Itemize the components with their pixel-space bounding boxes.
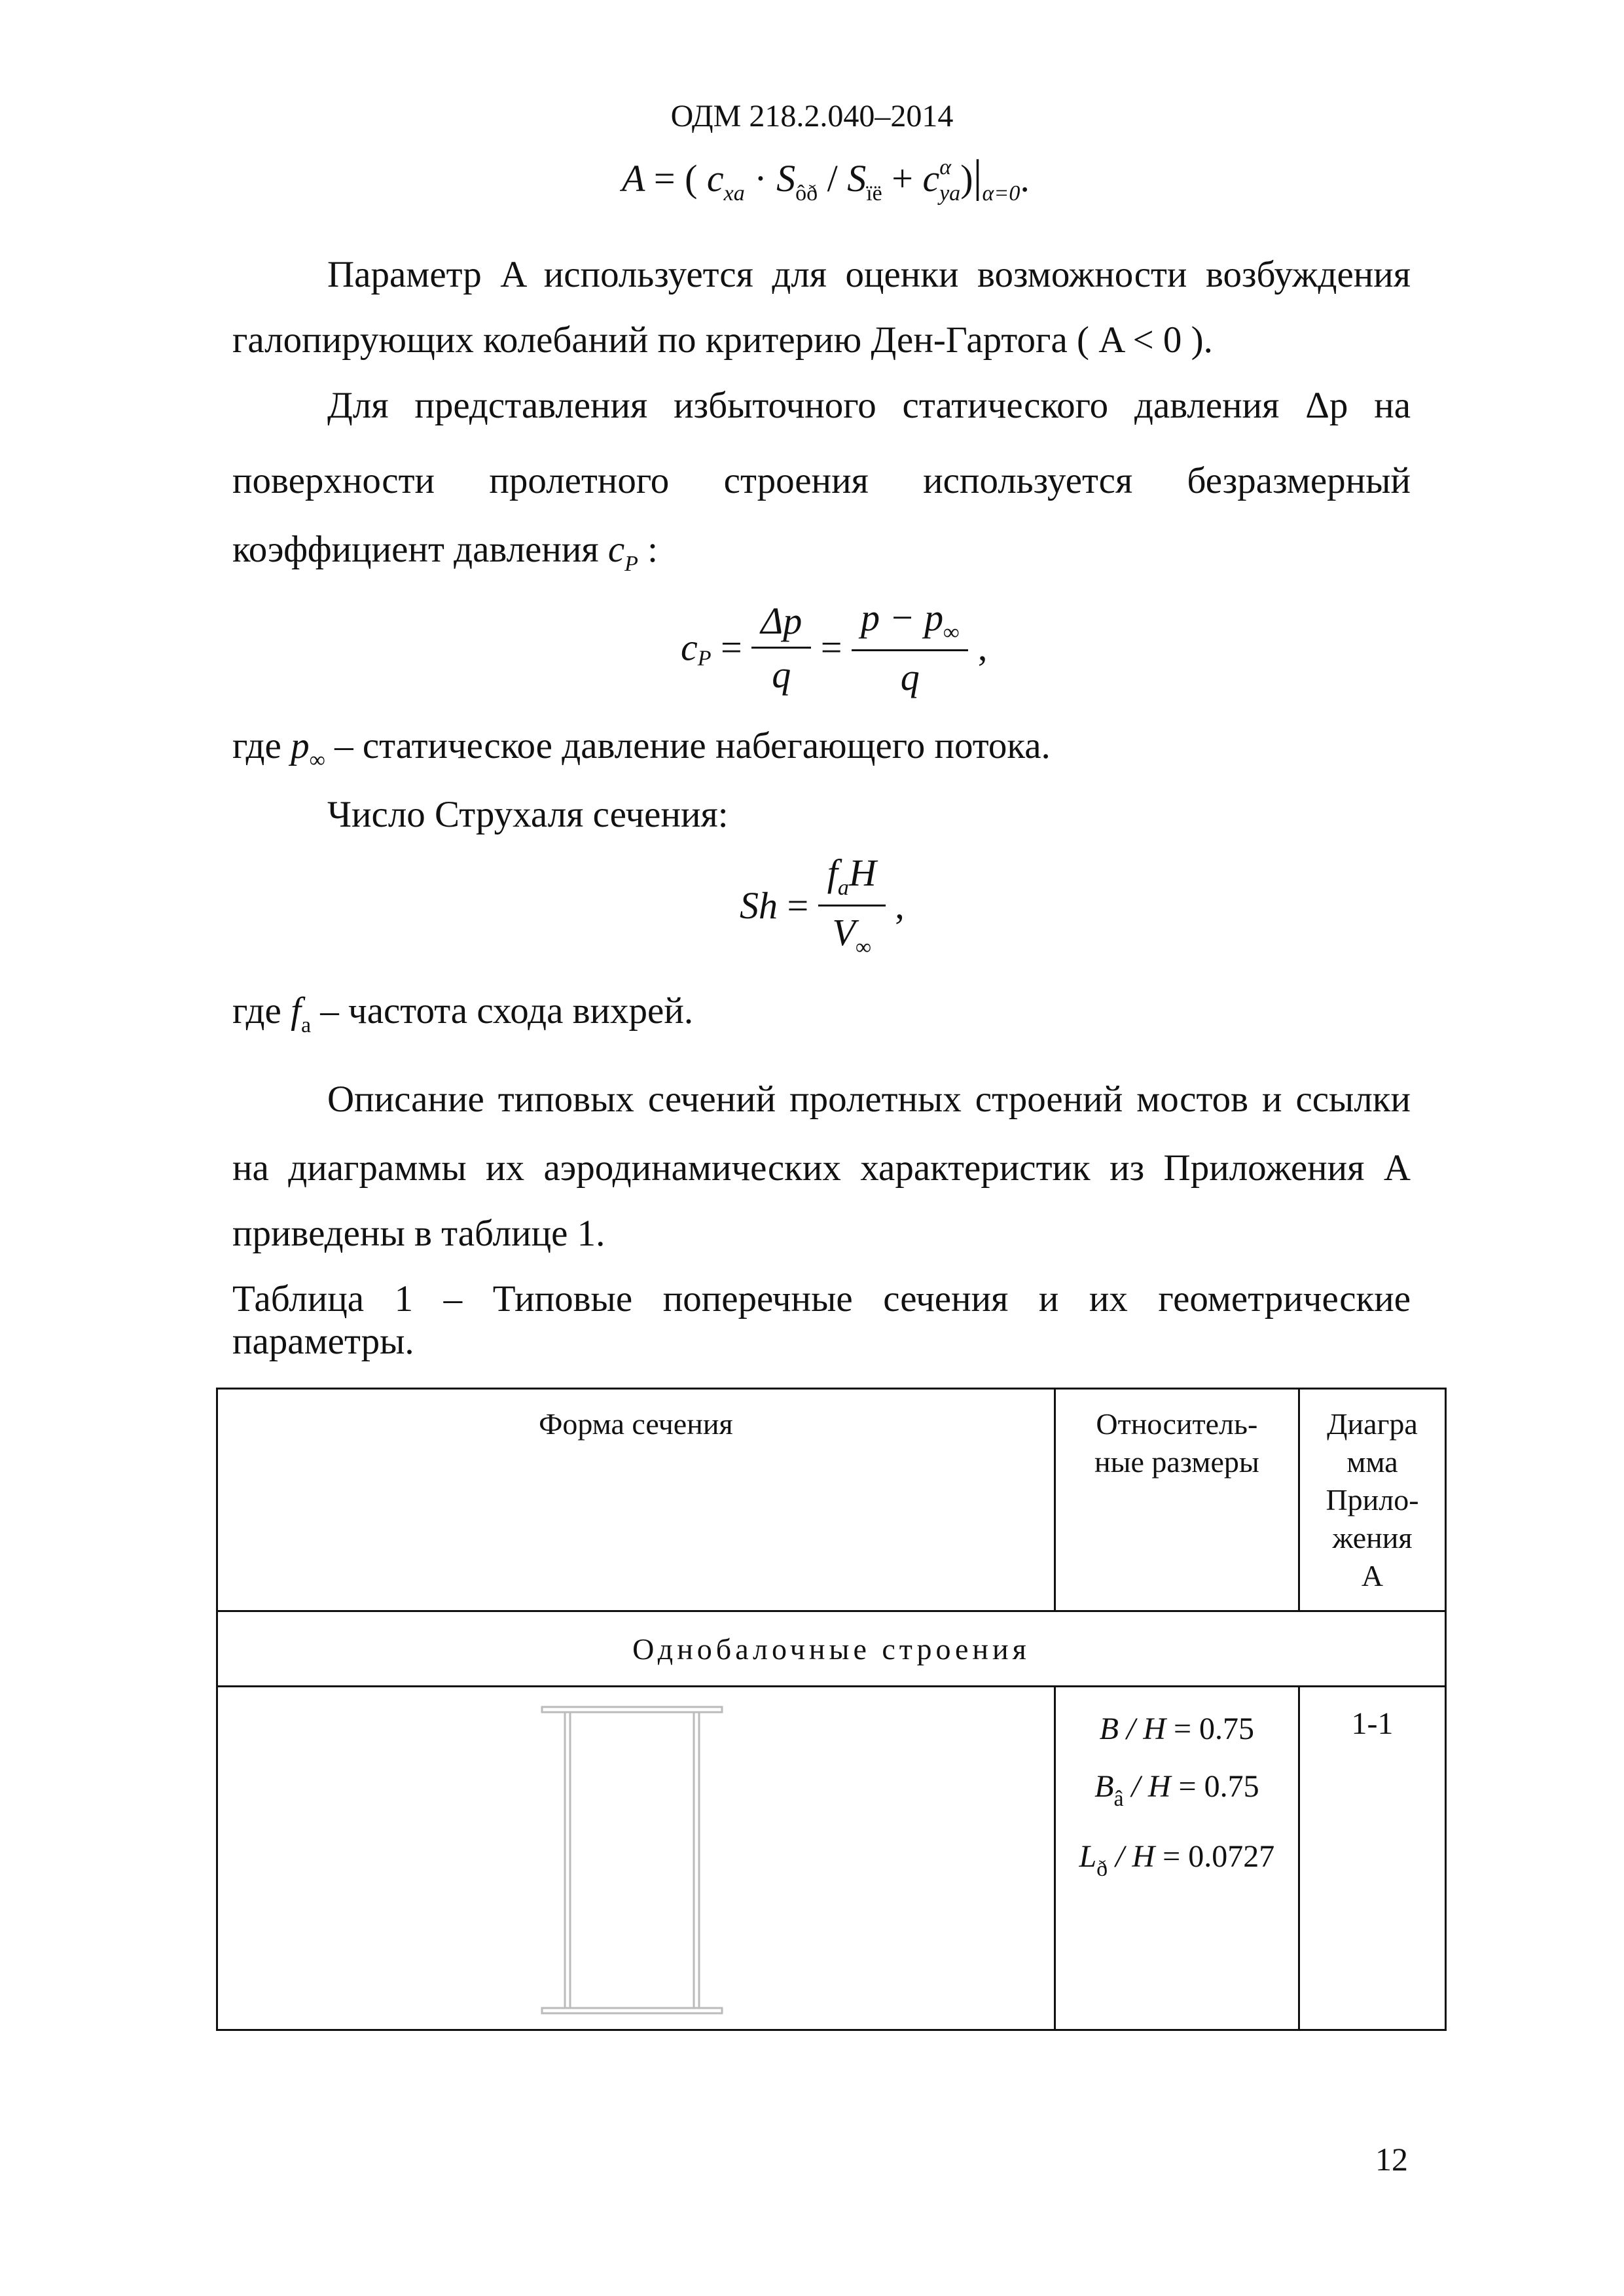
paragraph-pressure-coef: коэффициент давления $c_P$ : (232, 529, 659, 576)
section-shape-cell (217, 1687, 1055, 2030)
paragraph-pressure-cont: поверхности пролетного строения используется безразмерный (232, 460, 1411, 501)
formula-a: A = ( $c_{xa} \cdot S_{ôð} / S_{ïë} + c^\alpha_{ya})|_{\alpha=0}$. (622, 151, 1030, 206)
paragraph-static-pressure: где $p_\infty$ – статическое давление набегающего потока. (232, 725, 1051, 772)
sections-table (216, 1388, 1447, 2031)
paragraph-description-cont: на диаграммы их аэродинамических характеристик из Приложения А (232, 1147, 1411, 1189)
header-diagram: Диагра мма Прило- жения А (1299, 1389, 1446, 1611)
table-group-row (217, 1611, 1446, 1687)
dim-bv-h: $B_â / H = 0.75$ (1094, 1769, 1259, 1811)
paragraph-pressure: Для представления избыточного статического давления Δp на (327, 385, 1411, 426)
diagram-ref: 1-1 (1299, 1687, 1446, 2030)
paragraph-description: Описание типовых сечений пролетных строений мостов и ссылки (327, 1079, 1411, 1120)
header-dims: Относитель- ные размеры (1055, 1389, 1299, 1611)
header-shape: Форма сечения (217, 1389, 1055, 1611)
dim-lr-h: $L_ð / H = 0.0727$ (1079, 1839, 1275, 1881)
page-number: 12 (1375, 2141, 1408, 2178)
paragraph-vortex: где $f_a$ – частота схода вихрей. (232, 990, 694, 1037)
document-code: ОДМ 218.2.040–2014 (670, 99, 954, 134)
group-title: Однобалочные строения (217, 1611, 1446, 1687)
formula-strouhal: Sh = $\frac{f_aH}{V_\infty}$ , (740, 852, 905, 960)
dim-b-h: B / H = 0.75 (1099, 1712, 1255, 1746)
paragraph-criterion: Параметр A используется для оценки возможности возбуждения (327, 254, 1411, 295)
paragraph-criterion-cont: галопирующих колебаний по критерию Ден-Гартога ( A < 0 ). (232, 319, 1213, 361)
i-beam-section-drawing (218, 1687, 1062, 2028)
dims-cell (1055, 1687, 1299, 2030)
formula-cp: $c_P$ = $\frac{\Delta p}{q}$ = $\frac{p - p_\infty}{q}$ , (681, 596, 988, 698)
paragraph-description-end: приведены в таблице 1. (232, 1213, 605, 1254)
table-caption: Таблица 1 – Типовые поперечные сечения и их геометрические (232, 1278, 1411, 1319)
table-header-row (217, 1389, 1446, 1611)
table-row (217, 1687, 1446, 2030)
paragraph-strouhal: Число Струхаля сечения: (327, 794, 729, 835)
table-caption-cont: параметры. (232, 1321, 414, 1362)
